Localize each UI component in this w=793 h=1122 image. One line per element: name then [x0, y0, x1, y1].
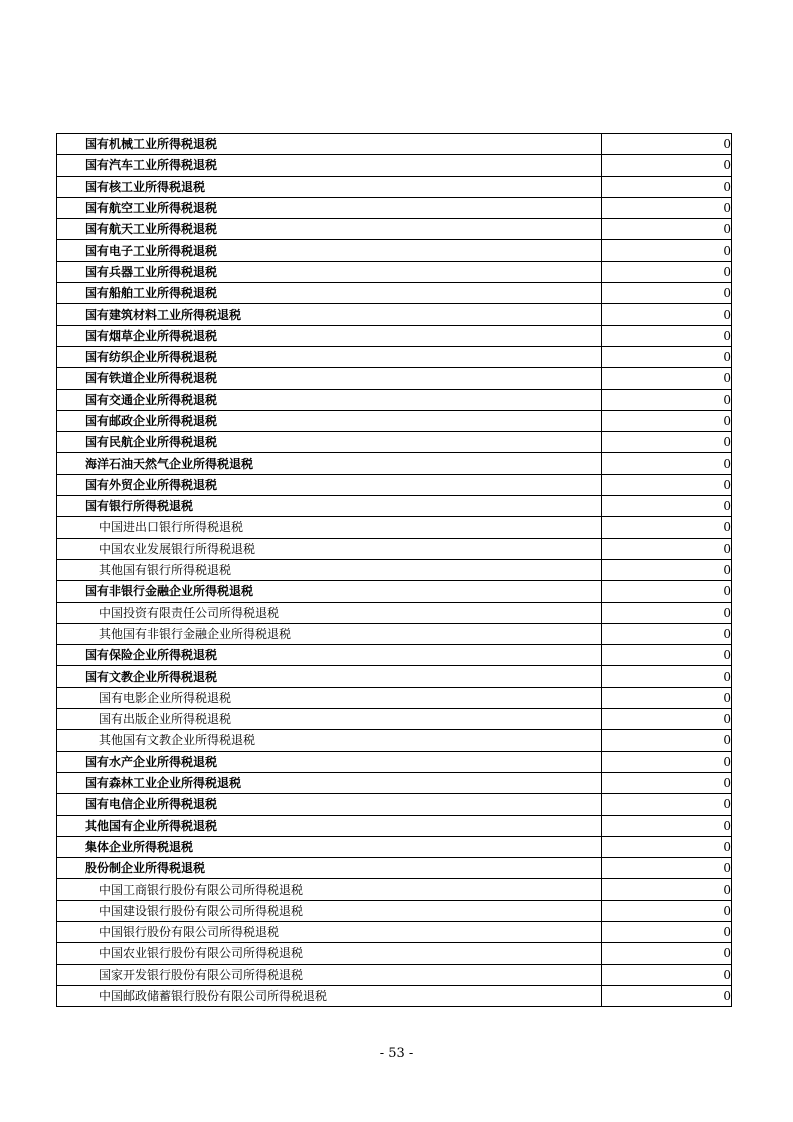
row-value: 0: [602, 879, 732, 900]
row-value: 0: [602, 432, 732, 453]
row-label: 国有非银行金融企业所得税退税: [57, 581, 602, 602]
tax-refund-table-body: [57, 134, 732, 1007]
row-label: 其他国有非银行金融企业所得税退税: [57, 623, 602, 644]
row-value: 0: [602, 623, 732, 644]
row-value: 0: [602, 261, 732, 282]
row-label: 其他国有文教企业所得税退税: [57, 730, 602, 751]
table-row: [57, 836, 732, 857]
row-label: 国有铁道企业所得税退税: [57, 368, 602, 389]
row-label: 国家开发银行股份有限公司所得税退税: [57, 964, 602, 985]
row-value: 0: [602, 602, 732, 623]
row-value: 0: [602, 538, 732, 559]
row-label: 国有航天工业所得税退税: [57, 219, 602, 240]
row-value: 0: [602, 794, 732, 815]
row-label: 国有电信企业所得税退税: [57, 794, 602, 815]
table-row: [57, 389, 732, 410]
row-value: 0: [602, 134, 732, 155]
row-label: 国有保险企业所得税退税: [57, 645, 602, 666]
row-label: 中国工商银行股份有限公司所得税退税: [57, 879, 602, 900]
table-row: [57, 538, 732, 559]
row-label: 中国建设银行股份有限公司所得税退税: [57, 900, 602, 921]
table-row: [57, 666, 732, 687]
row-label: 国有水产企业所得税退税: [57, 751, 602, 772]
row-label: 国有出版企业所得税退税: [57, 709, 602, 730]
row-value: 0: [602, 240, 732, 261]
row-label: 其他国有企业所得税退税: [57, 815, 602, 836]
row-label: 国有机械工业所得税退税: [57, 134, 602, 155]
table-row: [57, 453, 732, 474]
row-label: 其他国有银行所得税退税: [57, 559, 602, 580]
table-row: [57, 219, 732, 240]
table-row: [57, 517, 732, 538]
table-row: [57, 709, 732, 730]
row-label: 国有建筑材料工业所得税退税: [57, 304, 602, 325]
row-value: 0: [602, 368, 732, 389]
row-value: 0: [602, 645, 732, 666]
row-value: 0: [602, 985, 732, 1006]
row-label: 海洋石油天然气企业所得税退税: [57, 453, 602, 474]
row-label: 国有船舶工业所得税退税: [57, 283, 602, 304]
row-value: 0: [602, 197, 732, 218]
table-row: [57, 176, 732, 197]
table-row: [57, 602, 732, 623]
row-label: 股份制企业所得税退税: [57, 858, 602, 879]
row-label: 国有邮政企业所得税退税: [57, 410, 602, 431]
row-value: 0: [602, 921, 732, 942]
row-label: 国有外贸企业所得税退税: [57, 474, 602, 495]
row-label: 集体企业所得税退税: [57, 836, 602, 857]
row-label: 国有兵器工业所得税退税: [57, 261, 602, 282]
row-value: 0: [602, 346, 732, 367]
table-row: [57, 134, 732, 155]
table-row: [57, 496, 732, 517]
table-row: [57, 304, 732, 325]
table-row: [57, 645, 732, 666]
row-label: 国有纺织企业所得税退税: [57, 346, 602, 367]
table-row: [57, 559, 732, 580]
row-value: 0: [602, 581, 732, 602]
table-row: [57, 943, 732, 964]
row-value: 0: [602, 283, 732, 304]
row-label: 国有交通企业所得税退税: [57, 389, 602, 410]
row-label: 国有电子工业所得税退税: [57, 240, 602, 261]
table-row: [57, 283, 732, 304]
row-value: 0: [602, 474, 732, 495]
row-value: 0: [602, 772, 732, 793]
table-row: [57, 240, 732, 261]
row-value: 0: [602, 964, 732, 985]
table-row: [57, 155, 732, 176]
tax-refund-table: [56, 133, 732, 1007]
row-value: 0: [602, 815, 732, 836]
table-row: [57, 921, 732, 942]
row-label: 国有民航企业所得税退税: [57, 432, 602, 453]
table-row: [57, 325, 732, 346]
table-row: [57, 879, 732, 900]
table-row: [57, 687, 732, 708]
table-row: [57, 858, 732, 879]
table-row: [57, 432, 732, 453]
table-row: [57, 261, 732, 282]
table-row: [57, 815, 732, 836]
row-value: 0: [602, 325, 732, 346]
row-value: 0: [602, 517, 732, 538]
row-label: 国有森林工业企业所得税退税: [57, 772, 602, 793]
row-label: 国有核工业所得税退税: [57, 176, 602, 197]
row-label: 国有汽车工业所得税退税: [57, 155, 602, 176]
row-label: 中国银行股份有限公司所得税退税: [57, 921, 602, 942]
row-value: 0: [602, 666, 732, 687]
row-value: 0: [602, 176, 732, 197]
table-row: [57, 730, 732, 751]
row-value: 0: [602, 943, 732, 964]
table-row: [57, 985, 732, 1006]
row-label: 国有银行所得税退税: [57, 496, 602, 517]
table-row: [57, 346, 732, 367]
table-row: [57, 197, 732, 218]
row-value: 0: [602, 730, 732, 751]
page-number: - 53 -: [379, 1046, 414, 1061]
row-value: 0: [602, 709, 732, 730]
row-value: 0: [602, 900, 732, 921]
table-row: [57, 794, 732, 815]
row-value: 0: [602, 751, 732, 772]
row-label: 国有航空工业所得税退税: [57, 197, 602, 218]
row-value: 0: [602, 410, 732, 431]
row-label: 国有文教企业所得税退税: [57, 666, 602, 687]
row-label: 中国农业发展银行所得税退税: [57, 538, 602, 559]
row-label: 中国邮政储蓄银行股份有限公司所得税退税: [57, 985, 602, 1006]
row-value: 0: [602, 836, 732, 857]
table-row: [57, 772, 732, 793]
table-row: [57, 623, 732, 644]
row-label: 中国进出口银行所得税退税: [57, 517, 602, 538]
table-row: [57, 581, 732, 602]
row-label: 中国投资有限责任公司所得税退税: [57, 602, 602, 623]
table-row: [57, 900, 732, 921]
row-value: 0: [602, 687, 732, 708]
table-row: [57, 751, 732, 772]
row-value: 0: [602, 155, 732, 176]
row-label: 国有电影企业所得税退税: [57, 687, 602, 708]
row-value: 0: [602, 453, 732, 474]
table-row: [57, 368, 732, 389]
row-value: 0: [602, 858, 732, 879]
row-value: 0: [602, 219, 732, 240]
table-row: [57, 474, 732, 495]
table-row: [57, 964, 732, 985]
row-value: 0: [602, 389, 732, 410]
row-value: 0: [602, 304, 732, 325]
row-label: 国有烟草企业所得税退税: [57, 325, 602, 346]
row-value: 0: [602, 496, 732, 517]
table-row: [57, 410, 732, 431]
row-label: 中国农业银行股份有限公司所得税退税: [57, 943, 602, 964]
row-value: 0: [602, 559, 732, 580]
